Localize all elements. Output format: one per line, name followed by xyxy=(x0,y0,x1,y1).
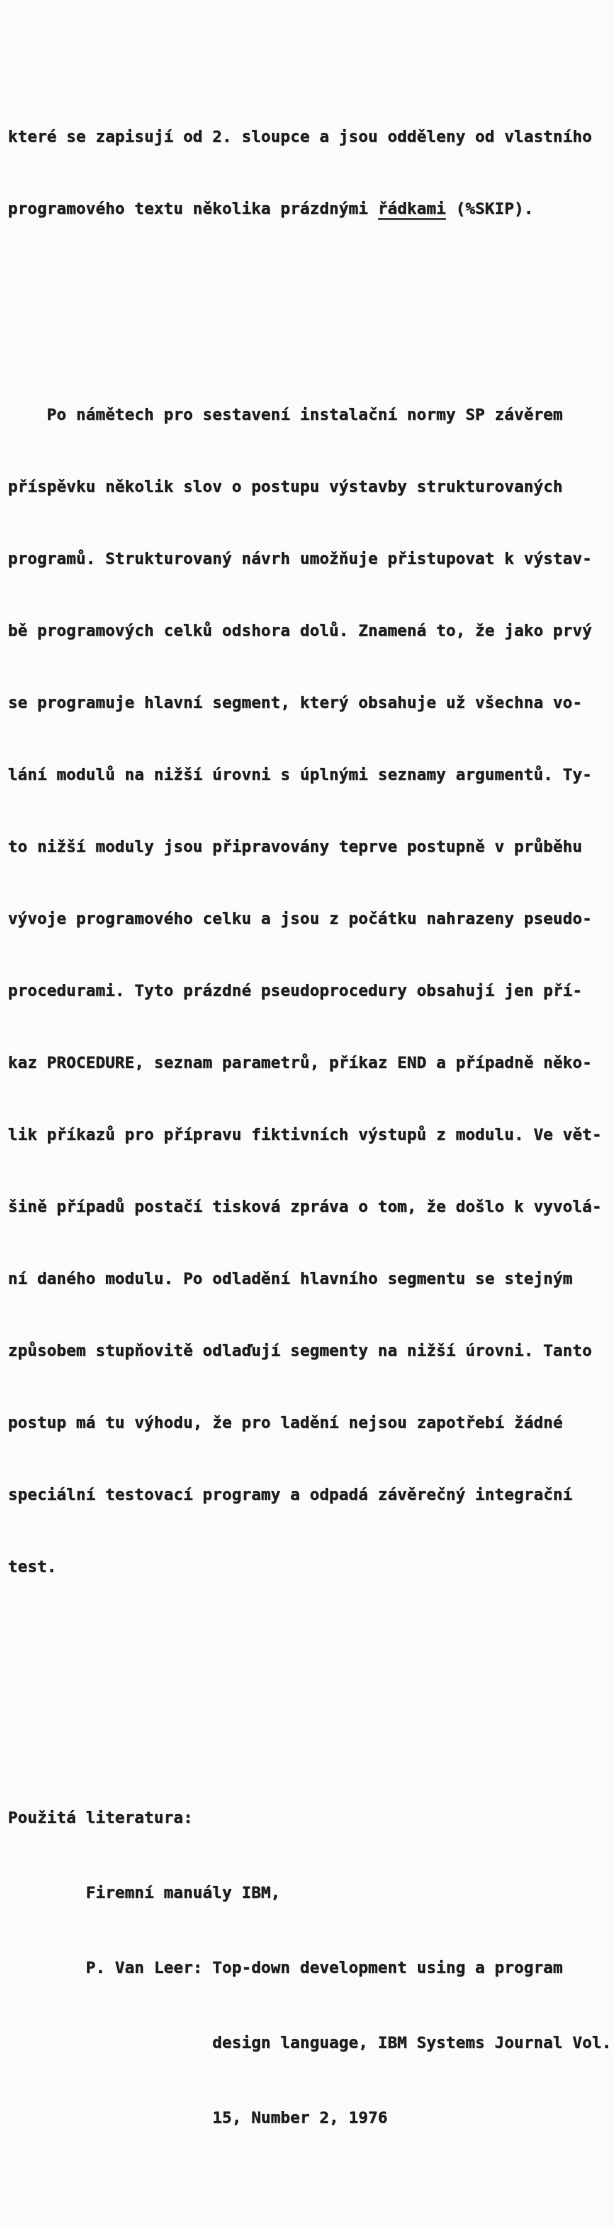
literature-entry: design language, IBM Systems Journal Vol. xyxy=(8,2033,612,2052)
text-line: lik příkazů pro přípravu fiktivních výstupů z modulu. Ve vět- xyxy=(8,1125,602,1144)
literature-entry: P. Van Leer: Top-down development using a program xyxy=(8,1958,563,1977)
literature-section xyxy=(8,1755,610,2180)
text-line: speciální testovací programy a odpadá závěrečný integrační xyxy=(8,1485,573,1504)
intro-paragraph xyxy=(8,77,610,269)
text-line: Po námětech pro sestavení instalační normy SP závěrem xyxy=(8,405,563,424)
literature-heading: Použitá literatura: xyxy=(8,1808,193,1827)
text-line: které se zapisují od 2. sloupce a jsou odděleny od vlastního xyxy=(8,127,592,146)
underlined-term: řádkami xyxy=(377,199,446,218)
text-line: způsobem stupňovitě odlaďují segmenty na nižší úrovni. Tanto xyxy=(8,1341,592,1360)
text-line: ní daného modulu. Po odladění hlavního segmentu se stejným xyxy=(8,1269,573,1288)
literature-entry: 15, Number 2, 1976 xyxy=(8,2108,388,2127)
text-line: se programuje hlavní segment, který obsahuje už všechna vo- xyxy=(8,693,583,712)
text-line: příspěvku několik slov o postupu výstavby strukturovaných xyxy=(8,477,563,496)
literature-entry: Firemní manuály IBM, xyxy=(8,1883,281,1902)
text-segment: programového textu několika prázdnými xyxy=(8,199,378,218)
text-line: test. xyxy=(8,1557,57,1576)
text-segment: (%SKIP). xyxy=(446,199,534,218)
text-line: to nižší moduly jsou připravovány teprve postupně v průběhu xyxy=(8,837,583,856)
text-line xyxy=(8,197,610,221)
text-line: bě programových celků odshora dolů. Znamená to, že jako prvý xyxy=(8,621,592,640)
text-line: vývoje programového celku a jsou z počátku nahrazeny pseudo- xyxy=(8,909,592,928)
text-line: postup má tu výhodu, že pro ladění nejsou zapotřebí žádné xyxy=(8,1413,563,1432)
main-paragraph xyxy=(8,355,610,1627)
text-line: kaz PROCEDURE, seznam parametrů, příkaz END a případně něko- xyxy=(8,1053,592,1072)
text-line: šině případů postačí tisková zpráva o tom, že došlo k vyvolá- xyxy=(8,1197,602,1216)
text-line: lání modulů na nižší úrovni s úplnými seznamy argumentů. Ty- xyxy=(8,765,592,784)
text-line: procedurami. Tyto prázdné pseudoprocedury obsahují jen pří- xyxy=(8,981,583,1000)
text-line: programů. Strukturovaný návrh umožňuje přistupovat k výstav- xyxy=(8,549,592,568)
